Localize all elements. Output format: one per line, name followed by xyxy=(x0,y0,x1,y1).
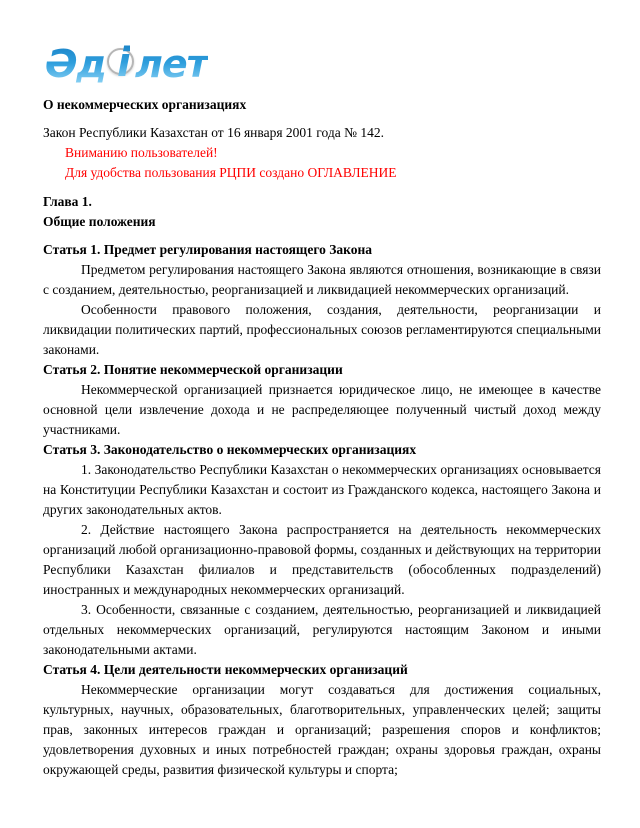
article-3-paragraph-3: 3. Особенности, связанные с созданием, деятельностью, реорганизацией и ликвидацией отдельных некоммерческих организаций, регулируются настоящим Законом и иными законодательными актами. xyxy=(43,602,601,657)
article-4-heading: Статья 4. Цели деятельности некоммерческих организаций xyxy=(43,662,408,677)
article-2-paragraph-1: Некоммерческой организацией признается юридическое лицо, не имеющее в качестве основной цели извлечение дохода и не распределяющее полученный чистый доход между участниками. xyxy=(43,382,601,437)
article-4-paragraph-1: Некоммерческие организации могут создаваться для достижения социальных, культурных, научных, образовательных, благотворительных, управленческих целей; защиты прав, законных интересов граждан и организаций; разрешения споров и конфликтов; удовлетворения духовных и иных потребностей граждан; охраны здоровья граждан, охраны окружающей среды, развития физической культуры и спорта; xyxy=(43,682,601,777)
chapter-heading-block xyxy=(43,192,601,232)
logo-text-part1: Әд xyxy=(45,42,106,86)
article-4 xyxy=(43,660,601,780)
chapter-title: Общие положения xyxy=(43,214,156,229)
article-2-heading: Статья 2. Понятие некоммерческой организации xyxy=(43,362,343,377)
article-3-paragraph-2: 2. Действие настоящего Закона распространяется на деятельность некоммерческих организаций любой организационно-правовой формы, созданных и действующих на территории Республики Казахстан филиалов и представительств (обособленных подразделений) иностранных и международных некоммерческих организаций. xyxy=(43,522,601,597)
article-1-heading: Статья 1. Предмет регулирования настоящего Закона xyxy=(43,242,372,257)
law-reference-line: Закон Республики Казахстан от 16 января 2001 года № 142. xyxy=(43,125,384,140)
article-1 xyxy=(43,240,601,360)
document-title: О некоммерческих организациях xyxy=(43,97,247,112)
user-notice-block xyxy=(43,143,601,183)
notice-line-1: Вниманию пользователей! xyxy=(65,145,218,160)
article-3-paragraph-1: 1. Законодательство Республики Казахстан о некоммерческих организациях основывается на Конституции Республики Казахстан и состоит из Гражданского кодекса, настоящего Закона и других законодательных актов. xyxy=(43,462,601,517)
magnifier-icon xyxy=(107,40,134,86)
article-2 xyxy=(43,360,601,440)
logo-text-part2: лет xyxy=(135,42,208,86)
adilet-logo[interactable] xyxy=(45,38,601,85)
notice-line-2: Для удобства пользования РЦПИ создано ОГЛАВЛЕНИЕ xyxy=(65,165,397,180)
article-1-paragraph-2: Особенности правового положения, создания, деятельности, реорганизации и ликвидации политических партий, профессиональных союзов регламентируются специальными законами. xyxy=(43,302,601,357)
article-3 xyxy=(43,440,601,660)
chapter-number: Глава 1. xyxy=(43,194,92,209)
article-1-paragraph-1: Предметом регулирования настоящего Закона являются отношения, возникающие в связи с созданием, деятельностью, реорганизацией и ликвидацией некоммерческих организаций. xyxy=(43,262,601,297)
article-3-heading: Статья 3. Законодательство о некоммерческих организациях xyxy=(43,442,417,457)
logo-letter-i: і xyxy=(117,40,130,86)
